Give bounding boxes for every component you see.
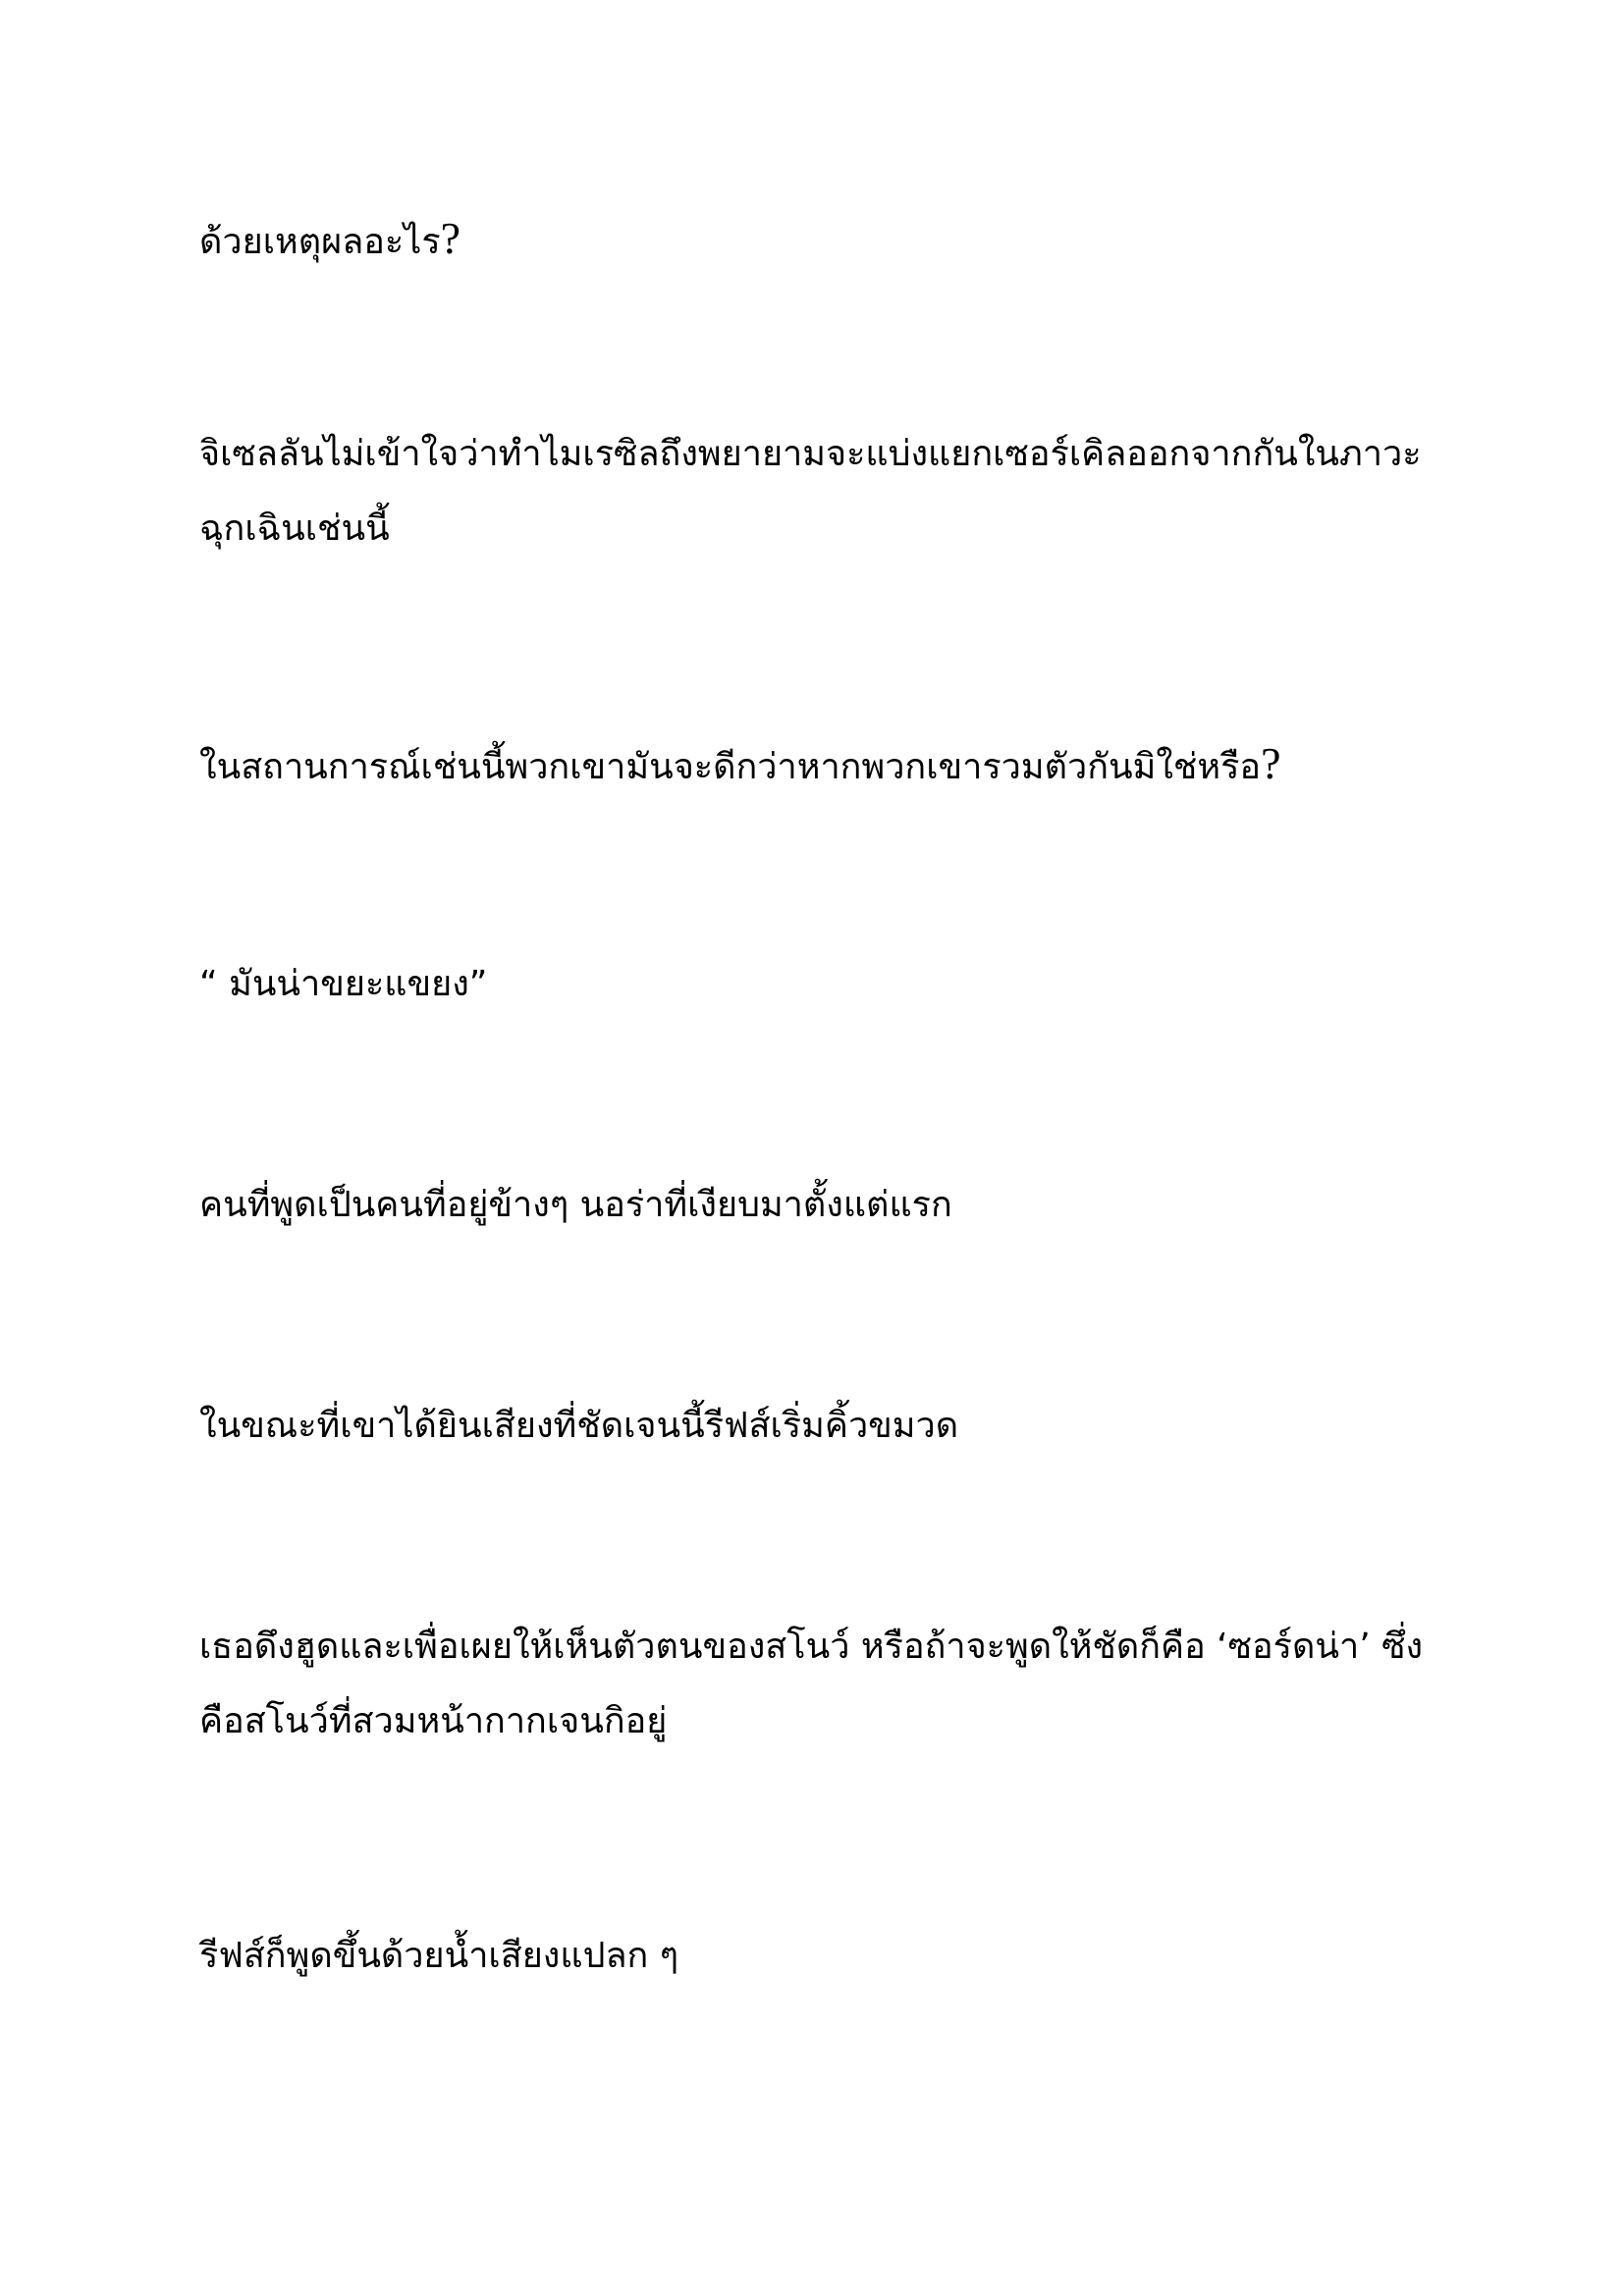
- paragraph-7-line-1: เธอดึงฮูดและเพื่อเผยให้เห็นตัวตนของสโนว์ หรือถ้าจะพูดให้ชัดก็คือ ‘ซอร์ดน่า’ ซึ่ง: [199, 1627, 1424, 1667]
- paragraph-8-text: รีฟส์ก็พูดขึ้นด้วยน้ำเสียงแปลก ๆ: [199, 1936, 679, 1976]
- question-mark: ?: [440, 213, 461, 263]
- paragraph-4-quote: [199, 947, 1427, 1022]
- paragraph-2: [199, 417, 1427, 566]
- paragraph-5: [199, 1168, 1427, 1243]
- paragraph-2-line-1: จิเซลลันไม่เข้าใจว่าทำไมเรซิลถึงพยายามจะแบ่งแยกเซอร์เคิลออกจากกันในภาวะ: [199, 434, 1422, 474]
- paragraph-8: [199, 1919, 1427, 1994]
- paragraph-3: [199, 726, 1427, 805]
- paragraph-5-text: คนที่พูดเป็นคนที่อยู่ข้างๆ นอร่าที่เงียบมาตั้งแต่แรก: [199, 1185, 952, 1225]
- paragraph-6: [199, 1389, 1427, 1464]
- paragraph-2-line-2: ฉุกเฉินเช่นนี้: [199, 508, 390, 549]
- question-mark: ?: [1261, 738, 1281, 788]
- paragraph-3-text: ในสถานการณ์เช่นนี้พวกเขามันจะดีกว่าหากพวกเขารวมตัวกันมิใช่หรือ: [199, 747, 1262, 787]
- paragraph-7-line-2: คือสโนว์ที่สวมหน้ากากเจนกิอยู่: [199, 1701, 668, 1741]
- paragraph-6-text: ในขณะที่เขาได้ยินเสียงที่ชัดเจนนี้รีฟส์เริ่มคิ้วขมวด: [199, 1406, 959, 1446]
- paragraph-1: [199, 201, 1427, 280]
- paragraph-4-text: “ มันน่าขยะแขยง”: [199, 964, 488, 1004]
- paragraph-7: [199, 1610, 1427, 1759]
- paragraph-1-text: ด้วยเหตุผลอะไร: [199, 222, 441, 262]
